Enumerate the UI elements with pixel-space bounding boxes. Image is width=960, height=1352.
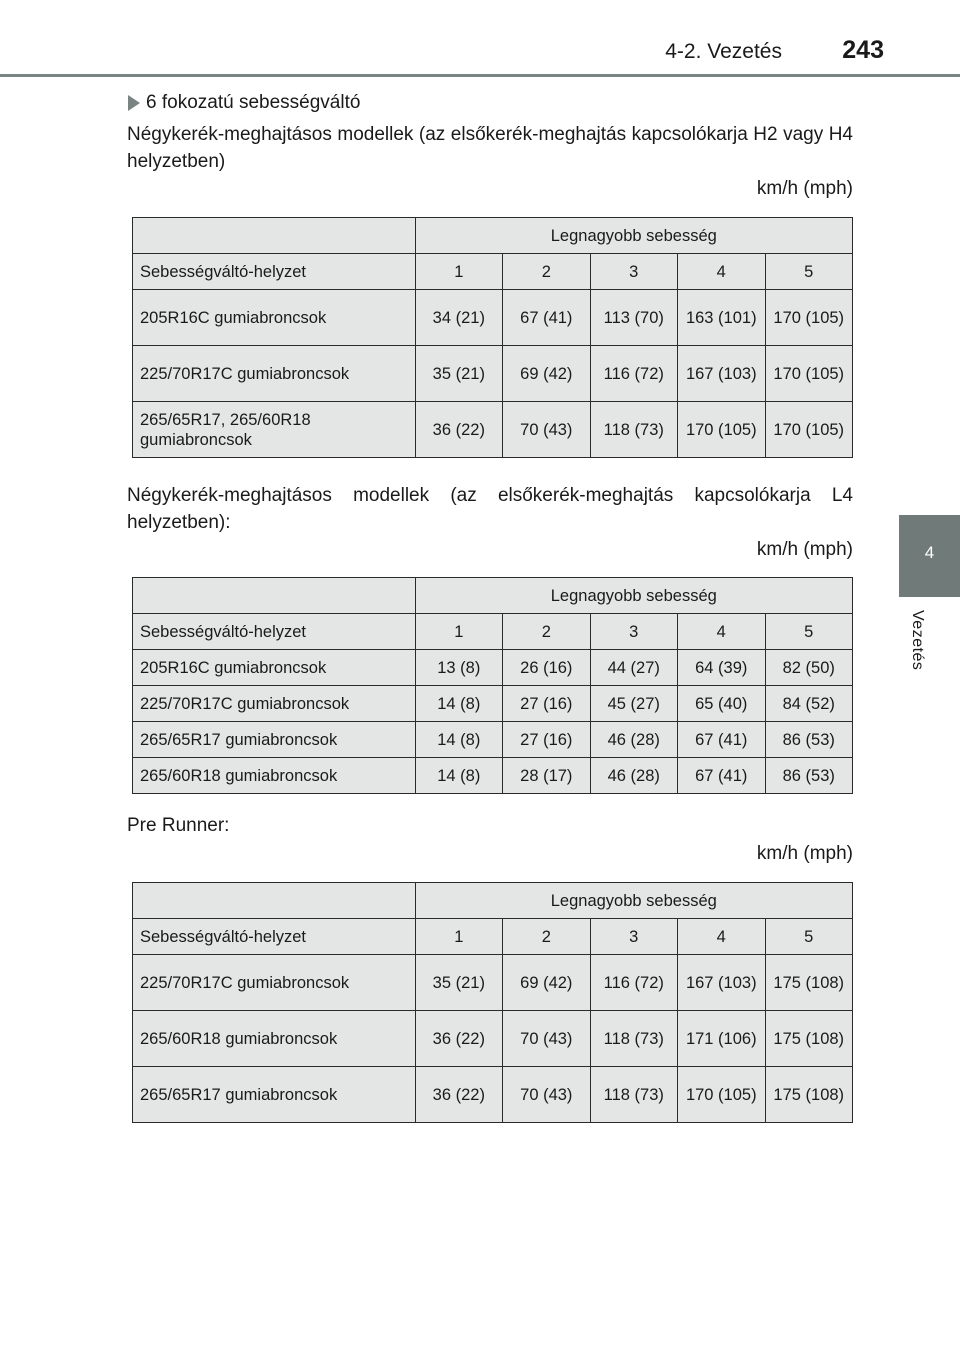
chapter-number: 4 — [924, 543, 935, 562]
subsection-heading-text: 6 fokozatú sebességváltó — [146, 92, 361, 113]
chapter-label: Vezetés — [909, 610, 926, 671]
speed-cell: 175 (108) — [765, 1011, 853, 1067]
gear-header: 4 — [678, 919, 765, 955]
speed-cell: 82 (50) — [765, 650, 853, 686]
speed-cell: 13 (8) — [415, 650, 502, 686]
speed-cell: 46 (28) — [590, 758, 677, 794]
speed-table-2 — [132, 577, 853, 794]
speed-cell: 26 (16) — [503, 650, 590, 686]
speed-cell: 175 (108) — [765, 955, 853, 1011]
gear-header: 3 — [590, 254, 677, 290]
table-row — [133, 346, 853, 402]
tire-label: 225/70R17C gumiabroncsok — [133, 346, 416, 402]
speed-cell: 46 (28) — [590, 722, 677, 758]
gear-header: 2 — [503, 614, 590, 650]
section-2-unit: km/h (mph) — [756, 539, 853, 560]
section-1-unit: km/h (mph) — [756, 178, 853, 199]
speed-cell: 67 (41) — [678, 722, 765, 758]
section-title: 4-2. Vezetés — [665, 40, 782, 63]
gear-header: 1 — [415, 614, 502, 650]
table-row-header: Sebességváltó-helyzet — [133, 254, 416, 290]
table-row — [133, 402, 853, 458]
gear-header: 4 — [678, 614, 765, 650]
speed-cell: 171 (106) — [678, 1011, 765, 1067]
speed-cell: 170 (105) — [678, 402, 765, 458]
table-row — [133, 1067, 853, 1123]
tire-label: 205R16C gumiabroncsok — [133, 650, 416, 686]
table-row — [133, 290, 853, 346]
speed-cell: 86 (53) — [765, 722, 853, 758]
table-corner — [133, 578, 416, 614]
gear-header: 2 — [503, 919, 590, 955]
speed-cell: 35 (21) — [415, 346, 502, 402]
subsection-heading — [128, 92, 360, 114]
speed-cell: 70 (43) — [503, 1011, 590, 1067]
speed-cell: 67 (41) — [678, 758, 765, 794]
speed-cell: 35 (21) — [415, 955, 502, 1011]
speed-cell: 14 (8) — [415, 686, 502, 722]
table-top-header: Legnagyobb sebesség — [415, 218, 852, 254]
speed-cell: 36 (22) — [415, 402, 502, 458]
speed-cell: 170 (105) — [765, 402, 853, 458]
speed-cell: 45 (27) — [590, 686, 677, 722]
section-3-unit: km/h (mph) — [756, 843, 853, 864]
table-row-header: Sebességváltó-helyzet — [133, 614, 416, 650]
table-row — [133, 650, 853, 686]
speed-cell: 70 (43) — [503, 402, 590, 458]
speed-cell: 167 (103) — [678, 346, 765, 402]
speed-cell: 84 (52) — [765, 686, 853, 722]
speed-cell: 28 (17) — [503, 758, 590, 794]
speed-cell: 118 (73) — [590, 1067, 677, 1123]
tire-label: 225/70R17C gumiabroncsok — [133, 686, 416, 722]
gear-header: 1 — [415, 254, 502, 290]
gear-header: 5 — [765, 919, 853, 955]
gear-header: 5 — [765, 614, 853, 650]
chapter-tab[interactable] — [899, 515, 960, 597]
speed-cell: 27 (16) — [503, 722, 590, 758]
tire-label: 265/60R18 gumiabroncsok — [133, 758, 416, 794]
speed-cell: 170 (105) — [765, 346, 853, 402]
speed-cell: 116 (72) — [590, 955, 677, 1011]
tire-label: 225/70R17C gumiabroncsok — [133, 955, 416, 1011]
triangle-bullet-icon — [128, 95, 140, 111]
speed-cell: 170 (105) — [678, 1067, 765, 1123]
speed-cell: 175 (108) — [765, 1067, 853, 1123]
speed-table-3 — [132, 882, 853, 1123]
section-3-intro: Pre Runner: — [127, 815, 230, 836]
table-top-header: Legnagyobb sebesség — [415, 883, 852, 919]
gear-header: 2 — [503, 254, 590, 290]
table-corner — [133, 218, 416, 254]
table-top-header: Legnagyobb sebesség — [415, 578, 852, 614]
gear-header: 3 — [590, 614, 677, 650]
speed-cell: 14 (8) — [415, 722, 502, 758]
speed-cell: 67 (41) — [503, 290, 590, 346]
speed-cell: 70 (43) — [503, 1067, 590, 1123]
speed-cell: 27 (16) — [503, 686, 590, 722]
tire-label: 265/65R17 gumiabroncsok — [133, 722, 416, 758]
speed-cell: 36 (22) — [415, 1067, 502, 1123]
gear-header: 3 — [590, 919, 677, 955]
table-row — [133, 1011, 853, 1067]
speed-table-1 — [132, 217, 853, 458]
speed-cell: 118 (73) — [590, 402, 677, 458]
tire-label: 265/65R17 gumiabroncsok — [133, 1067, 416, 1123]
tire-label: 205R16C gumiabroncsok — [133, 290, 416, 346]
tire-label: 265/60R18 gumiabroncsok — [133, 1011, 416, 1067]
table-corner — [133, 883, 416, 919]
table-row — [133, 722, 853, 758]
section-2-intro: Négykerék-meghajtásos modellek (az elsőkerék-meghajtás kapcsolókarja L4 helyzetben): — [127, 485, 853, 533]
table-row — [133, 686, 853, 722]
speed-cell: 44 (27) — [590, 650, 677, 686]
table-row — [133, 955, 853, 1011]
speed-cell: 86 (53) — [765, 758, 853, 794]
speed-cell: 34 (21) — [415, 290, 502, 346]
table-row — [133, 758, 853, 794]
speed-cell: 118 (73) — [590, 1011, 677, 1067]
gear-header: 1 — [415, 919, 502, 955]
speed-cell: 14 (8) — [415, 758, 502, 794]
speed-cell: 36 (22) — [415, 1011, 502, 1067]
gear-header: 5 — [765, 254, 853, 290]
speed-cell: 167 (103) — [678, 955, 765, 1011]
speed-cell: 69 (42) — [503, 346, 590, 402]
tire-label: 265/65R17, 265/60R18 gumiabroncsok — [133, 402, 416, 458]
section-1-intro: Négykerék-meghajtásos modellek (az elsőkerék-meghajtás kapcsolókarja H2 vagy H4 helyzetben) — [127, 124, 853, 172]
speed-cell: 116 (72) — [590, 346, 677, 402]
speed-cell: 113 (70) — [590, 290, 677, 346]
speed-cell: 170 (105) — [765, 290, 853, 346]
speed-cell: 69 (42) — [503, 955, 590, 1011]
speed-cell: 65 (40) — [678, 686, 765, 722]
gear-header: 4 — [678, 254, 765, 290]
page-number: 243 — [842, 36, 884, 64]
speed-cell: 64 (39) — [678, 650, 765, 686]
header-divider — [0, 74, 960, 77]
table-row-header: Sebességváltó-helyzet — [133, 919, 416, 955]
speed-cell: 163 (101) — [678, 290, 765, 346]
